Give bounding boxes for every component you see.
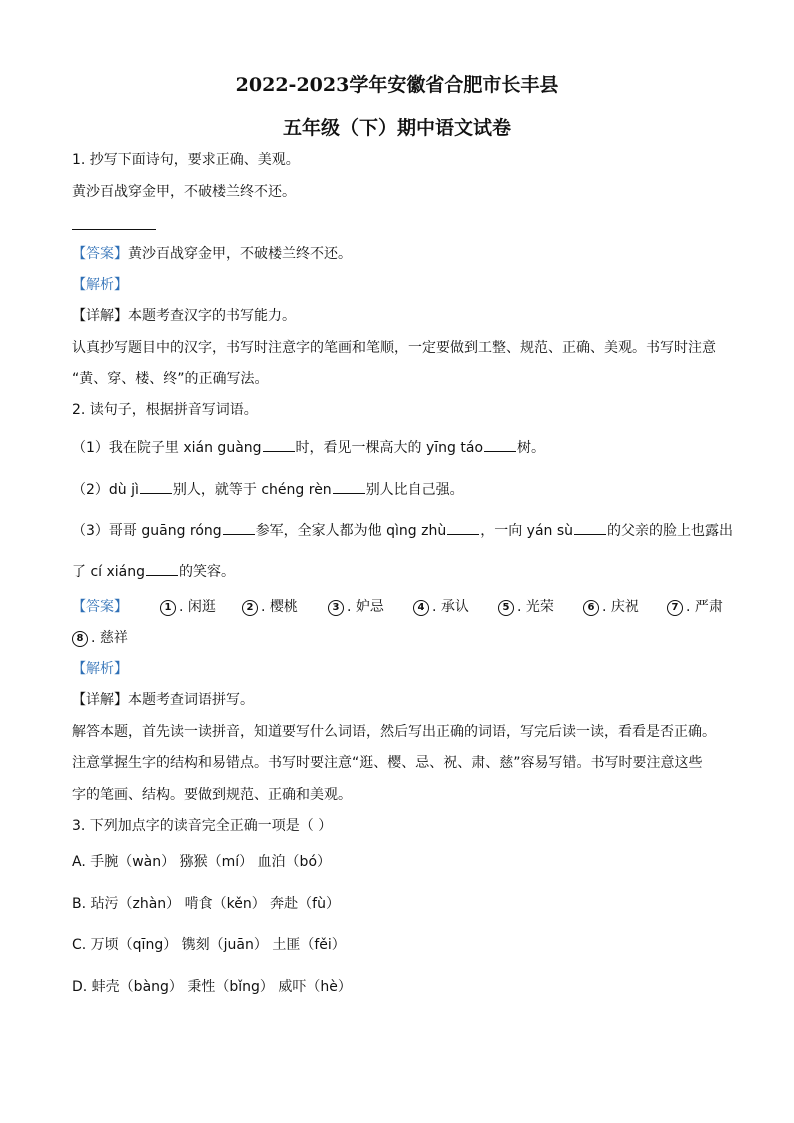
circled-number: 1 [160, 600, 176, 616]
answer-word: 光荣 [525, 599, 554, 615]
q2-s1-part-b: 时，看见一棵高大的 yīng táo [295, 440, 484, 456]
fill-blank[interactable] [447, 520, 479, 535]
analysis-label: 【解析】 [72, 277, 128, 293]
q2-sentence-3 [72, 520, 733, 541]
q2-prompt: 2. 读句子，根据拼音写词语。 [72, 402, 258, 418]
q3-option-a[interactable]: A. 手腕（wàn） 猕猴（mí） 血泊（bó） [72, 854, 332, 870]
circled-number: 5 [498, 600, 514, 616]
q2-s3-part-b: 参军，全家人都为他 qìng zhù [255, 523, 447, 539]
answer-word: 闲逛 [187, 599, 216, 615]
analysis-label: 【解析】 [72, 661, 128, 677]
circled-number: 4 [413, 600, 429, 616]
exam-title-line2: 五年级（下）期中语文试卷 [282, 117, 511, 139]
q3-prompt: 3. 下列加点字的读音完全正确一项是（ ） [72, 818, 333, 834]
circled-number: 2 [242, 600, 258, 616]
exam-title-line1: 2022-2023学年安徽省合肥市长丰县 [235, 74, 559, 96]
answer-word: 妒忌 [355, 599, 384, 615]
q2-explain-3: 字的笔画、结构。要做到规范、正确和美观。 [72, 787, 352, 803]
q2-s2-part-b: 别人，就等于 chéng rèn [172, 482, 332, 498]
q2-s4-part-a: 了 cí xiáng [72, 564, 146, 580]
q1-answer [72, 244, 352, 264]
q1-answer-line [72, 229, 156, 230]
q1-explain-1: 认真抄写题目中的汉字，书写时注意字的笔画和笔顺，一定要做到工整、规范、正确、美观。书写时注意 [72, 340, 716, 356]
fill-blank[interactable] [574, 520, 606, 535]
answer-item-8: 8 . 慈祥 [72, 628, 128, 648]
q2-s3-part-a: （3）哥哥 guāng róng [72, 523, 222, 539]
fill-blank[interactable] [146, 561, 178, 576]
q2-explain-2: 注意掌握生字的结构和易错点。书写时要注意“逛、樱、忌、祝、肃、慈”容易写错。书写时要注意这些 [72, 755, 703, 771]
q2-s2-part-a: （2）dù jì [72, 482, 139, 498]
answer-item-4: 4 . 承认 [413, 597, 469, 617]
circled-number: 8 [72, 631, 88, 647]
q2-s3-part-c: ，一向 yán sù [480, 523, 574, 539]
answer-item-7: 7 . 严肃 [667, 597, 723, 617]
q1-analysis [72, 275, 128, 295]
fill-blank[interactable] [333, 479, 365, 494]
answer-item-3: 3 . 妒忌 [328, 597, 384, 617]
fill-blank[interactable] [484, 437, 516, 452]
q1-detail-text: 本题考查汉字的书写能力。 [128, 308, 296, 324]
circled-number: 3 [328, 600, 344, 616]
circled-number: 6 [583, 600, 599, 616]
answer-item-6: 6 . 庆祝 [583, 597, 639, 617]
q2-detail-text: 本题考查词语拼写。 [128, 692, 254, 708]
fill-blank[interactable] [140, 479, 172, 494]
q2-sentence-4 [72, 561, 235, 582]
circled-number: 7 [667, 600, 683, 616]
detail-label: 【详解】 [72, 308, 128, 324]
answer-label: 【答案】 [72, 246, 128, 262]
q2-s1-part-a: （1）我在院子里 xián guàng [72, 440, 262, 456]
answer-item-5: 5 . 光荣 [498, 597, 554, 617]
answer-item-2: 2 . 樱桃 [242, 597, 298, 617]
fill-blank[interactable] [263, 437, 295, 452]
q3-option-d[interactable]: D. 蚌壳（bàng） 秉性（bǐng） 威吓（hè） [72, 979, 352, 995]
q2-detail [72, 690, 254, 710]
answer-item-1: 1 . 闲逛 [160, 597, 216, 617]
q2-s3-part-d: 的父亲的脸上也露出 [607, 523, 734, 539]
answer-word: 严肃 [694, 599, 723, 615]
q2-sentence-2 [72, 479, 464, 500]
answer-word: 樱桃 [269, 599, 298, 615]
detail-label: 【详解】 [72, 692, 128, 708]
q1-poem: 黄沙百战穿金甲，不破楼兰终不还。 [72, 184, 296, 200]
q1-answer-text: 黄沙百战穿金甲，不破楼兰终不还。 [128, 246, 352, 262]
fill-blank[interactable] [223, 520, 255, 535]
q2-sentence-1 [72, 437, 545, 458]
q2-s1-part-c: 树。 [517, 440, 546, 456]
q2-analysis [72, 659, 128, 679]
q1-prompt: 1. 抄写下面诗句，要求正确、美观。 [72, 152, 300, 168]
answer-word: 承认 [440, 599, 469, 615]
answer-word: 庆祝 [610, 599, 639, 615]
answer-word: 慈祥 [99, 630, 128, 646]
answer-label: 【答案】 [72, 599, 128, 615]
q3-option-b[interactable]: B. 玷污（zhàn） 啃食（kěn） 奔赴（fù） [72, 896, 340, 912]
q1-explain-2: “黄、穿、楼、终”的正确写法。 [72, 371, 269, 387]
q2-s2-part-c: 别人比自己强。 [365, 482, 464, 498]
q2-explain-1: 解答本题，首先读一读拼音，知道要写什么词语，然后写出正确的词语，写完后读一读，看看是否正确。 [72, 724, 716, 740]
q3-option-c[interactable]: C. 万顷（qīng） 镌刻（juān） 土匪（fěi） [72, 937, 346, 953]
q2-s4-part-b: 的笑容。 [179, 564, 236, 580]
q1-detail [72, 306, 296, 326]
